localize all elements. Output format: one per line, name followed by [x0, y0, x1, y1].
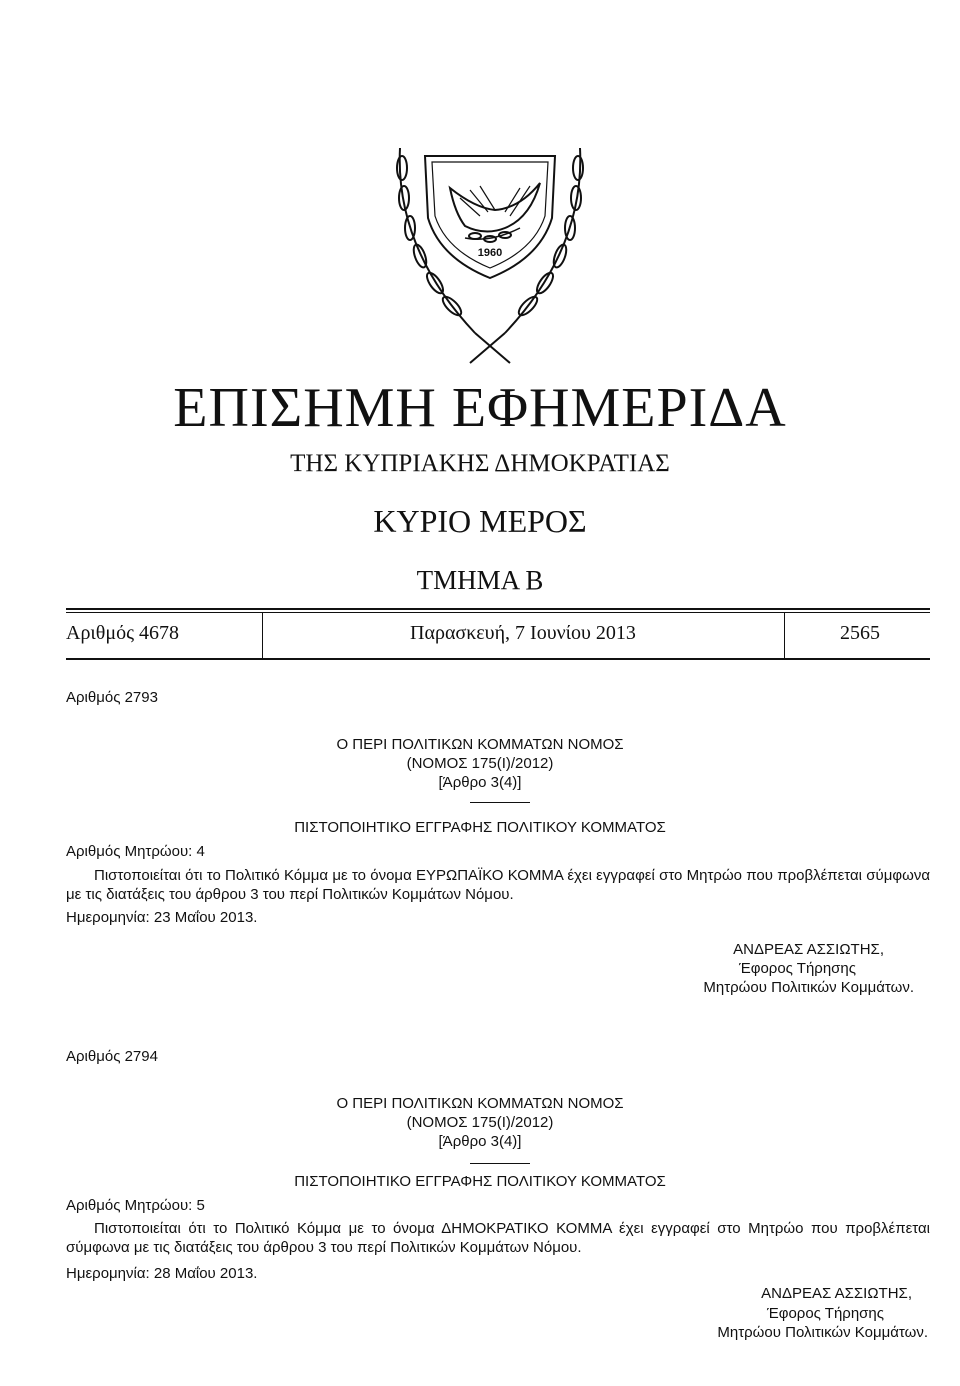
issue-bar-top-rule-thin [66, 612, 930, 613]
issue-bar-divider-right [784, 613, 785, 658]
signatory-office: Μητρώου Πολιτικών Κομμάτων. [703, 979, 914, 996]
issue-bar-bottom-rule [66, 658, 930, 660]
gazette-subtitle: ΤΗΣ ΚΥΠΡΙΑΚΗΣ ΔΗΜΟΚΡΑΤΙΑΣ [290, 450, 670, 477]
dove-emblem-icon [380, 128, 600, 368]
signatory-title: Έφορος Τήρησης [738, 960, 856, 977]
law-article: [Άρθρο 3(4)] [438, 1133, 522, 1150]
law-article: [Άρθρο 3(4)] [438, 774, 522, 791]
heading-rule [470, 802, 530, 803]
notice-date: Ημερομηνία: 28 Μαΐου 2013. [66, 1265, 258, 1282]
notice-body: Πιστοποιείται ότι το Πολιτικό Κόμμα με το όνομα ΔΗΜΟΚΡΑΤΙΚΟ ΚΟΜΜΑ έχει εγγραφεί στο Μητρώο που προβλέπεται σύμφωνα με τις διατάξεις του άρθρου 3 του περί Πολιτικών Κομμάτων Νόμου. [66, 1220, 930, 1256]
issue-date: Παρασκευή, 7 Ιουνίου 2013 [410, 622, 636, 644]
law-title: Ο ΠΕΡΙ ΠΟΛΙΤΙΚΩΝ ΚΟΜΜΑΤΩΝ ΝΟΜΟΣ [336, 1095, 624, 1112]
gazette-section: ΤΜΗΜΑ Β [416, 565, 544, 595]
registry-number: Αριθμός Μητρώου: 5 [66, 1197, 205, 1214]
notice-number: Αριθμός 2793 [66, 689, 158, 706]
law-number: (ΝΟΜΟΣ 175(Ι)/2012) [406, 1114, 554, 1131]
issue-page-number: 2565 [840, 622, 880, 644]
coat-of-arms-emblem [380, 128, 600, 368]
signatory-office: Μητρώου Πολιτικών Κομμάτων. [717, 1324, 928, 1341]
heading-rule [470, 1163, 530, 1164]
law-number: (ΝΟΜΟΣ 175(Ι)/2012) [406, 755, 554, 772]
signatory-name: ΑΝΔΡΕΑΣ ΑΣΣΙΩΤΗΣ, [761, 1285, 912, 1302]
notice-body: Πιστοποιείται ότι το Πολιτικό Κόμμα με το όνομα ΕΥΡΩΠΑΪΚΟ ΚΟΜΜΑ έχει εγγραφεί στο Μητρώο που προβλέπεται σύμφωνα με τις διατάξεις του άρθρου 3 του περί Πολιτικών Κομμάτων Νόμου. [66, 867, 930, 903]
notice-date: Ημερομηνία: 23 Μαΐου 2013. [66, 909, 258, 926]
gazette-title: ΕΠΙΣΗΜΗ ΕΦΗΜΕΡΙΔΑ [173, 377, 787, 439]
law-title: Ο ΠΕΡΙ ΠΟΛΙΤΙΚΩΝ ΚΟΜΜΑΤΩΝ ΝΟΜΟΣ [336, 736, 624, 753]
registry-number: Αριθμός Μητρώου: 4 [66, 843, 205, 860]
certificate-title: ΠΙΣΤΟΠΟΙΗΤΙΚΟ ΕΓΓΡΑΦΗΣ ΠΟΛΙΤΙΚΟΥ ΚΟΜΜΑΤΟΣ [294, 1173, 666, 1190]
emblem-year: 1960 [477, 247, 503, 259]
signatory-title: Έφορος Τήρησης [766, 1305, 884, 1322]
signatory-name: ΑΝΔΡΕΑΣ ΑΣΣΙΩΤΗΣ, [733, 941, 884, 958]
issue-bar-top-rule [66, 608, 930, 610]
certificate-title: ΠΙΣΤΟΠΟΙΗΤΙΚΟ ΕΓΓΡΑΦΗΣ ΠΟΛΙΤΙΚΟΥ ΚΟΜΜΑΤΟΣ [294, 819, 666, 836]
gazette-part: ΚΥΡΙΟ ΜΕΡΟΣ [373, 503, 587, 539]
notice-number: Αριθμός 2794 [66, 1048, 158, 1065]
issue-number: Αριθμός 4678 [66, 622, 180, 644]
